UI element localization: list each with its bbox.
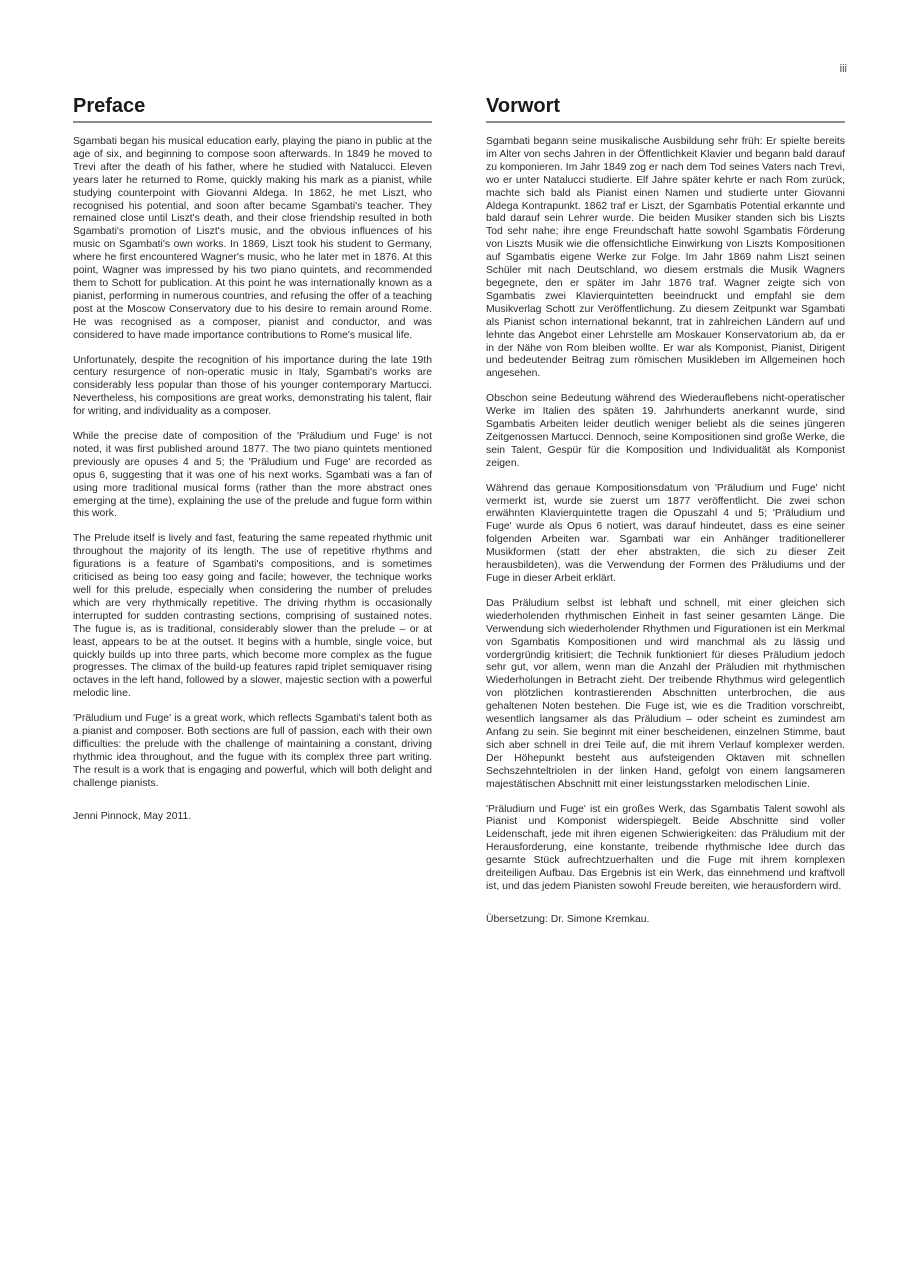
preface-column [73,94,432,836]
vorwort-signature: Übersetzung: Dr. Simone Kremkau. [486,913,650,925]
preface-heading: Preface [73,94,432,123]
preface-paragraph-3: While the precise date of composition of the 'Präludium und Fuge' is not noted, it was first published around 1877. The two piano quintets mentioned previously are opuses 4 and 5; the 'Präludium und Fuge' are recorded as opus 6, suggesting that it was one of his next works. Sgambati was a fan of using more traditional musical forms (rather than the more abstract ones emerging at the time), explaining the use of the prelude and fugue form within this work. [73,431,432,520]
vorwort-heading: Vorwort [486,94,845,123]
preface-paragraph-5: 'Präludium und Fuge' is a great work, which reflects Sgambati's talent both as a pianist and composer. Both sections are full of passion, each with their own difficulties: the prelude with the challenge of maintaining a constant, driving rhythmic idea throughout, and the fugue with its complex three part writing. The result is a work that is engaging and powerful, which will both delight and challenge pianists. [73,713,432,789]
vorwort-paragraph-2: Obschon seine Bedeutung während des Wiederauflebens nicht-operatischer Werke im Italien des späten 19. Jahrhunderts anerkannt wurde, sind Sgambatis Arbeiten leider deutlich weniger beliebt als die seines jüngeren Zeitgenossen Martucci. Dennoch, seine Kompositionen sind große Werke, die sein Talent, Gespür für die Komposition und Individualität als Komponist zeigen. [486,393,845,469]
preface-paragraph-4: The Prelude itself is lively and fast, featuring the same repeated rhythmic unit throughout the majority of its length. The use of repetitive rhythms and figurations is a feature of Sgambati's compositions, and is sometimes criticised as being too easy going and facile; however, the technique works well for this prelude, especially when considering the number of preludes which are very rhythmically repetitive. The driving rhythm is occasionally interrupted for sudden contrasting sections, comprising of sustained notes. The fugue is, as is traditional, considerably slower than the prelude – or at least, appears to be at the outset. It begins with a humble, single voice, but quickly builds up into three parts, which become more complex as the fugue progresses. The climax of the build-up features rapid triplet semiquaver rising octaves in the left hand, followed by a slower, majestic section with a powerful melodic line. [73,533,432,700]
vorwort-paragraph-4: Das Präludium selbst ist lebhaft und schnell, mit einer gleichen sich wiederholenden rhythmischen Einheit in fast seiner gesamten Länge. Die Verwendung sich wiederholender Rhythmen und Figurationen ist ein Merkmal von Sgambatis Kompositionen und wird manchmal als zu lässig und vordergründig kritisiert; die Technik funktioniert für dieses Präludium jedoch sehr gut, vor allem, wenn man die Anzahl der Präludien mit rhythmischen Wiederholungen in Betracht zieht. Der treibende Rhythmus wird gelegentlich von plötzlichen kontrastierenden Abschnitten unterbrochen, die aus gehaltenen Noten bestehen. Die Fuge ist, wie es die Tradition vorschreibt, wesentlich langsamer als das Präludium – oder scheint es zumindest am Anfang zu sein. Sie beginnt mit einer bescheidenen, einzelnen Stimme, baut sich aber schnell in drei Teile auf, die mit ihrem Verlauf komplexer werden. Der Höhepunkt besteht aus aufsteigenden Oktaven mit schnellen Sechszehnteltriolen in der linken Hand, gefolgt von einem langsameren majestätischen Abschnitt mit einer leistungsstarken melodischen Linie. [486,597,845,790]
vorwort-paragraph-1: Sgambati begann seine musikalische Ausbildung sehr früh: Er spielte bereits im Alter von sechs Jahren in der Öffentlichkeit Klavier und begann bald darauf zu komponieren. Im Jahr 1849 zog er nach dem Tod seines Vaters nach Trevi, wo er unter Natalucci studierte. Elf Jahre später kehrte er nach Rom zurück, machte sich bald als Pianist einen Namen und studierte unter Giovanni Aldega Kontrapunkt. 1862 traf er Liszt, der Sgambatis Potential erkannte und bald darauf sein Lehrer wurde. Die beiden Musiker standen sich bis Liszts Tod sehr nahe; ihre enge Freundschaft hatte sowohl Sgambatis Förderung von Liszts Musik wie die offensichtliche Einwirkung von Liszts Kompositionen auf Sgambatis eigene Werke zur Folge. Im Jahr 1869 nahm Liszt seinen Schüler mit nach Deutschland, wo diesem erstmals die Musik Wagners begegnete, den er später im Jahr 1876 traf. Wagner zeigte sich von Sgambatis zwei Klavierquintetten beeindruckt und empfahl sie dem Musikverlag Schott zur Veröffentlichung. Zu diesem Zeitpunkt war Sgambati als Pianist schon international bekannt, trat in zahlreichen Ländern auf und lehnte das Angebot einer Lehrstelle am Moskauer Konservatorium ab, da er in der Nähe von Rom bleiben wollte. Er war als Komponist, Pianist, Dirigent und bedeutender Beitrag zum römischen Musikleben im Allgemeinen hoch angesehen. [486,136,845,380]
vorwort-column [486,94,845,939]
preface-body [73,136,432,824]
vorwort-body [486,136,845,927]
vorwort-paragraph-5: 'Präludium und Fuge' ist ein großes Werk, das Sgambatis Talent sowohl als Pianist und Komponist widerspiegelt. Beide Abschnitte sind voller Leidenschaft, jede mit ihren eigenen Schwierigkeiten: das Präludium mit der Herausforderung, eine konstante, treibende rhythmische Idee durch das gesamte Stück aufrechtzuerhalten und die Fuge mit ihrem komplexen dreiteiligen Aufbau. Das Ergebnis ist ein Werk, das einnehmend und kraftvoll ist, und das jedem Pianisten sowohl Freude bereiten, wie herausfordern wird. [486,803,845,892]
vorwort-paragraph-3: Während das genaue Kompositionsdatum von 'Präludium und Fuge' nicht vermerkt ist, wurde sie zuerst um 1877 veröffentlicht. Die zwei schon erwähnten Klavierquintette tragen die Opuszahl 4 und 5; 'Präludium und Fuge' wurde als Opus 6 notiert, was darauf hindeutet, dass es eine seiner folgenden Arbeiten war. Sgambati war ein Anhänger traditionellerer Musikformen (statt der eher abstrakten, die sich zu dieser Zeit herausbildeten), was die Verwendung der Formen des Präludiums und der Fuge in dieser Arbeit erklärt. [486,482,845,584]
preface-paragraph-2: Unfortunately, despite the recognition of his importance during the late 19th century resurgence of non-operatic music in Italy, Sgambati's works are considerably less popular than those of his younger contemporary Martucci. Nevertheless, his compositions are great works, demonstrating his talent, flair for writing, and individuality as a composer. [73,354,432,418]
preface-paragraph-1: Sgambati began his musical education early, playing the piano in public at the age of six, and beginning to compose soon afterwards. In 1849 he moved to Trevi after the death of his father, where he studied with Natalucci. Eleven years later he returned to Rome, quickly making his mark as a pianist, while studying counterpoint with Giovanni Aldega. In 1862, he met Liszt, who recognised his potential, and soon after became Sgambati's teacher. They remained close until Liszt's death, and their close friendship resulted in both Sgambati's promotion of Liszt's music, and the obvious influences of his music on Sgambati's own works. In 1869, Liszt took his student to Germany, where he first encountered Wagner's music, who he later met in 1876. At this point, Wagner was impressed by his two piano quintets, and recommended them to Schott for publication. At this point he was internationally known as a pianist, performing in numerous countries, and refusing the offer of a teaching post at the Moscow Conservatory due to his desire to remain around Rome. He was recognised as a composer, pianist and conductor, and was considered to have made importance contributions to Rome's musical life. [73,136,432,341]
page-number: iii [839,63,847,75]
preface-signature: Jenni Pinnock, May 2011. [73,810,192,822]
